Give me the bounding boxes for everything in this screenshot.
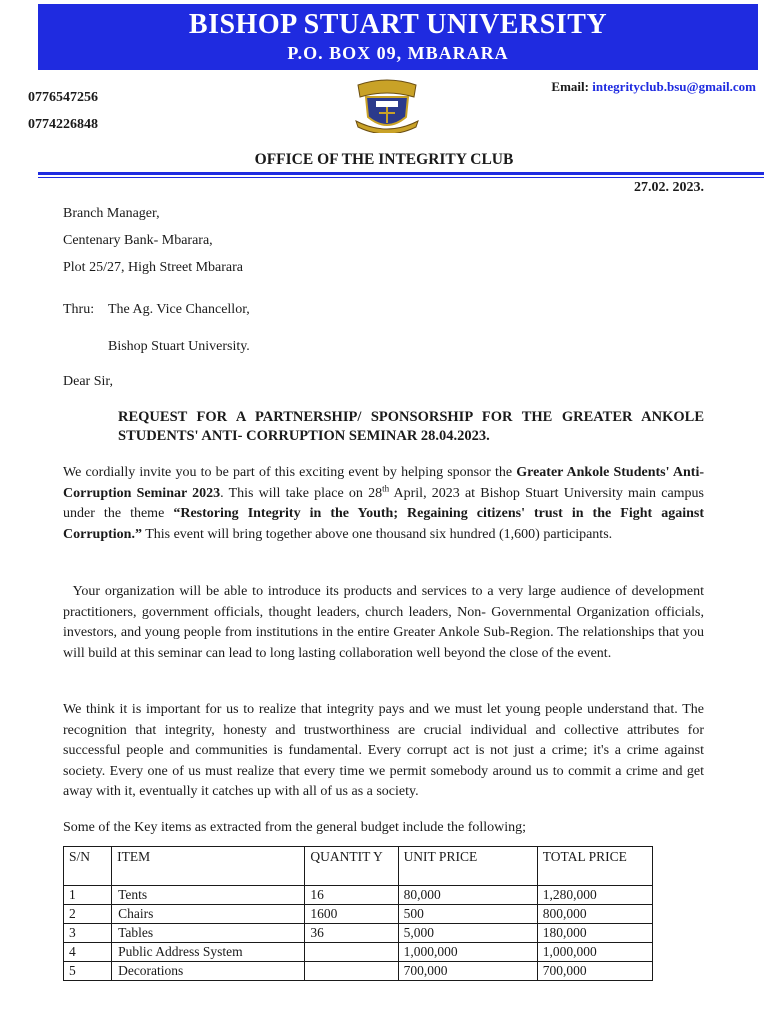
table-header-row	[64, 847, 653, 886]
table-cell: 700,000	[398, 962, 537, 981]
university-name: BISHOP STUART UNIVERSITY	[188, 9, 608, 40]
letter-date: 27.02. 2023.	[634, 180, 704, 195]
salutation: Dear Sir,	[63, 374, 113, 389]
header-divider-thin	[38, 177, 764, 178]
budget-table	[63, 846, 653, 981]
email-link[interactable]: integrityclub.bsu@gmail.com	[592, 79, 756, 94]
table-cell: 5,000	[398, 924, 537, 943]
table-cell: Tents	[112, 886, 305, 905]
thru-line-1: The Ag. Vice Chancellor,	[108, 302, 250, 317]
table-cell: 36	[305, 924, 398, 943]
table-cell	[305, 943, 398, 962]
subject-text: REQUEST FOR A PARTNERSHIP/ SPONSORSHIP FOR THE GREATER ANKOLE STUDENTS' ANTI- CORRUPTION SEMINAR 28.04.2023.	[118, 409, 704, 444]
table-cell: 500	[398, 905, 537, 924]
p1-text-f: This event will bring together above one thousand six hundred (1,600) participants.	[141, 526, 613, 542]
email-line	[551, 79, 756, 95]
column-header: ITEM	[112, 847, 305, 886]
table-cell: 1,280,000	[537, 886, 652, 905]
table-cell: 16	[305, 886, 398, 905]
table-cell: Chairs	[112, 905, 305, 924]
table-row	[64, 886, 653, 905]
table-cell: 5	[64, 962, 112, 981]
body-paragraph-2: Your organization will be able to introduce its products and services to a very large audience of development practitioners, government officials, thought leaders, church leaders, Non- Governmental Organization officials, investors, and young people from institutions in the entire Greater Ankole Sub-Region. The relationships that you will build at this seminar can lead to long lasting collaboration well beyond the close of the event.	[63, 584, 708, 661]
table-cell: 800,000	[537, 905, 652, 924]
table-cell: Decorations	[112, 962, 305, 981]
body-paragraph-3: We think it is important for us to realize that integrity pays and we must let young people understand that. The recognition that integrity, honesty and trustworthiness are crucial individual and collective attributes for successful people and communities is fundamental. Every corrupt act is not just a crime; it's a crime against society. Every one of us must realize that every time we permit somebody around us to commit a crime and get away with it, eventually it catches up with all of us as a society.	[63, 702, 704, 799]
recipient-line: Centenary Bank- Mbarara,	[63, 233, 213, 248]
table-cell: 1	[64, 886, 112, 905]
p1-text-c: . This will take place on 28	[220, 485, 383, 501]
p1-theme: “Restoring Integrity in the Youth; Regaining citizens' trust in the Fight against Corruption.”	[63, 506, 704, 542]
column-header: QUANTIT Y	[305, 847, 398, 886]
recipient-line: Branch Manager,	[63, 206, 160, 221]
column-header: UNIT PRICE	[398, 847, 537, 886]
table-cell: 80,000	[398, 886, 537, 905]
table-row	[64, 962, 653, 981]
table-row	[64, 943, 653, 962]
table-cell	[305, 962, 398, 981]
column-header: S/N	[64, 847, 112, 886]
university-crest-icon	[354, 77, 420, 133]
table-row	[64, 924, 653, 943]
letter-subject	[118, 408, 704, 446]
table-cell: Tables	[112, 924, 305, 943]
column-header: TOTAL PRICE	[537, 847, 652, 886]
recipient-line: Plot 25/27, High Street Mbarara	[63, 260, 244, 275]
university-address: P.O. BOX 09, MBARARA	[287, 43, 509, 63]
table-cell: 1,000,000	[398, 943, 537, 962]
table-intro: Some of the Key items as extracted from the general budget include the following;	[63, 820, 527, 835]
thru-label: Thru:	[63, 302, 95, 317]
table-cell: 180,000	[537, 924, 652, 943]
p1-ordinal: th	[382, 482, 390, 493]
table-row	[64, 905, 653, 924]
body-paragraph-1	[63, 463, 704, 545]
table-cell: 1600	[305, 905, 398, 924]
p1-text-d: April, 2023 at Bishop Stuart University main campus under the theme	[63, 485, 705, 521]
phone-number-2: 0774226848	[28, 117, 98, 132]
email-label: Email:	[551, 79, 589, 94]
table-cell: 1,000,000	[537, 943, 652, 962]
letterhead-banner	[38, 4, 758, 70]
office-title: OFFICE OF THE INTEGRITY CLUB	[254, 151, 514, 168]
phone-number-1: 0776547256	[28, 90, 98, 105]
p1-seminar-name: Greater Ankole Students' Anti-Corruption Seminar 2023	[63, 465, 704, 501]
header-divider	[38, 172, 764, 175]
table-cell: 2	[64, 905, 112, 924]
thru-line-2: Bishop Stuart University.	[108, 339, 250, 354]
p1-text-a: We cordially invite you to be part of this exciting event by helping sponsor the	[63, 465, 517, 480]
table-cell: 700,000	[537, 962, 652, 981]
table-cell: Public Address System	[112, 943, 305, 962]
table-cell: 3	[64, 924, 112, 943]
table-cell: 4	[64, 943, 112, 962]
